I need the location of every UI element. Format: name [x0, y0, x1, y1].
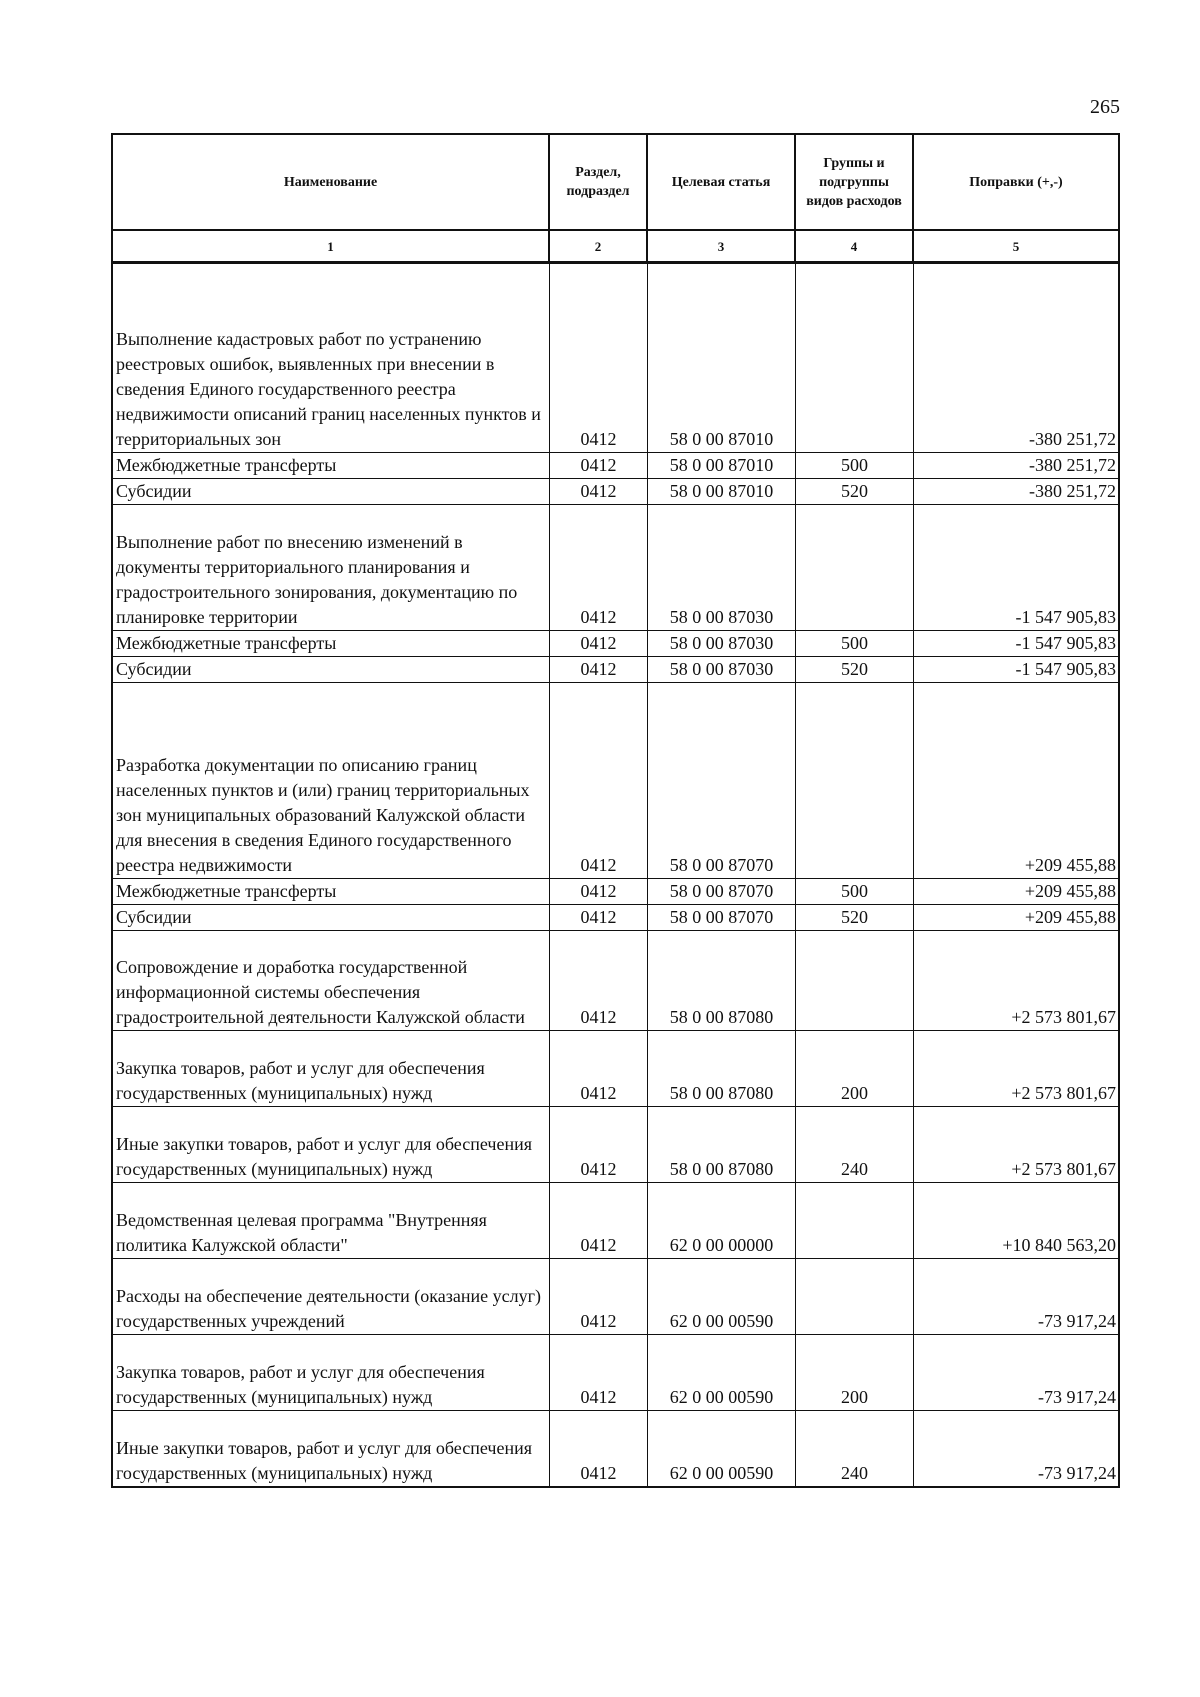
- row-name: Межбюджетные трансферты: [112, 631, 549, 657]
- row-name: Закупка товаров, работ и услуг для обеспечения государственных (муниципальных) нужд: [112, 1335, 549, 1411]
- row-amendment-amount: +209 455,88: [913, 879, 1119, 905]
- table-row: [112, 453, 1119, 479]
- row-amendment-amount: +209 455,88: [913, 905, 1119, 931]
- row-name: Межбюджетные трансферты: [112, 879, 549, 905]
- row-amendment-amount: -73 917,24: [913, 1259, 1119, 1335]
- row-amendment-amount: -1 547 905,83: [913, 657, 1119, 683]
- row-section-code: 0412: [549, 453, 647, 479]
- row-expense-group: 500: [795, 631, 913, 657]
- row-section-code: 0412: [549, 505, 647, 631]
- row-name: Ведомственная целевая программа "Внутренняя политика Калужской области": [112, 1183, 549, 1259]
- row-section-code: 0412: [549, 263, 647, 453]
- table-header: [112, 134, 1119, 263]
- row-expense-group: 520: [795, 657, 913, 683]
- row-name: Разработка документации по описанию границ населенных пунктов и (или) границ территориальных зон муниципальных образований Калужской области для внесения в сведения Единого государственного реестра недвижимости: [112, 683, 549, 879]
- table-body: [112, 263, 1119, 1487]
- row-target-article: 58 0 00 87010: [647, 453, 795, 479]
- row-section-code: 0412: [549, 905, 647, 931]
- row-amendment-amount: -380 251,72: [913, 453, 1119, 479]
- table-row: [112, 479, 1119, 505]
- row-target-article: 58 0 00 87030: [647, 657, 795, 683]
- row-section-code: 0412: [549, 1335, 647, 1411]
- row-target-article: 62 0 00 00000: [647, 1183, 795, 1259]
- row-amendment-amount: +2 573 801,67: [913, 1031, 1119, 1107]
- row-target-article: 58 0 00 87080: [647, 1107, 795, 1183]
- row-target-article: 62 0 00 00590: [647, 1259, 795, 1335]
- row-amendment-amount: -73 917,24: [913, 1411, 1119, 1487]
- row-section-code: 0412: [549, 1031, 647, 1107]
- table-row: [112, 905, 1119, 931]
- row-target-article: 62 0 00 00590: [647, 1335, 795, 1411]
- row-expense-group: [795, 263, 913, 453]
- row-target-article: 58 0 00 87070: [647, 879, 795, 905]
- row-section-code: 0412: [549, 879, 647, 905]
- row-expense-group: 500: [795, 879, 913, 905]
- row-name: Закупка товаров, работ и услуг для обеспечения государственных (муниципальных) нужд: [112, 1031, 549, 1107]
- row-expense-group: [795, 1183, 913, 1259]
- row-name: Сопровождение и доработка государственной информационной системы обеспечения градостроительной деятельности Калужской области: [112, 931, 549, 1031]
- row-expense-group: [795, 931, 913, 1031]
- row-expense-group: 500: [795, 453, 913, 479]
- column-number: 2: [549, 230, 647, 263]
- row-section-code: 0412: [549, 1411, 647, 1487]
- column-number: 4: [795, 230, 913, 263]
- row-name: Субсидии: [112, 657, 549, 683]
- row-target-article: 62 0 00 00590: [647, 1411, 795, 1487]
- table-row: [112, 1183, 1119, 1259]
- row-expense-group: [795, 505, 913, 631]
- row-target-article: 58 0 00 87030: [647, 505, 795, 631]
- table-row: [112, 931, 1119, 1031]
- row-expense-group: [795, 1259, 913, 1335]
- table-row: [112, 657, 1119, 683]
- row-name: Иные закупки товаров, работ и услуг для обеспечения государственных (муниципальных) нужд: [112, 1107, 549, 1183]
- table-row: [112, 1259, 1119, 1335]
- row-expense-group: 240: [795, 1411, 913, 1487]
- row-section-code: 0412: [549, 1107, 647, 1183]
- row-name: Выполнение кадастровых работ по устранению реестровых ошибок, выявленных при внесении в сведения Единого государственного реестра недвижимости описаний границ населенных пунктов и территориальных зон: [112, 263, 549, 453]
- row-target-article: 58 0 00 87080: [647, 931, 795, 1031]
- row-section-code: 0412: [549, 631, 647, 657]
- row-expense-group: 200: [795, 1335, 913, 1411]
- row-amendment-amount: +2 573 801,67: [913, 1107, 1119, 1183]
- table-row: [112, 1031, 1119, 1107]
- row-amendment-amount: +209 455,88: [913, 683, 1119, 879]
- row-section-code: 0412: [549, 931, 647, 1031]
- row-target-article: 58 0 00 87010: [647, 263, 795, 453]
- row-section-code: 0412: [549, 1183, 647, 1259]
- row-target-article: 58 0 00 87070: [647, 905, 795, 931]
- row-name: Расходы на обеспечение деятельности (оказание услуг) государственных учреждений: [112, 1259, 549, 1335]
- table-row: [112, 1411, 1119, 1487]
- row-amendment-amount: +10 840 563,20: [913, 1183, 1119, 1259]
- row-expense-group: 200: [795, 1031, 913, 1107]
- row-name: Выполнение работ по внесению изменений в документы территориального планирования и градостроительного зонирования, документацию по планировке территории: [112, 505, 549, 631]
- header-name: Наименование: [112, 134, 549, 230]
- table-row: [112, 505, 1119, 631]
- row-expense-group: 520: [795, 479, 913, 505]
- row-section-code: 0412: [549, 479, 647, 505]
- column-number: 5: [913, 230, 1119, 263]
- budget-amendments-table: [111, 133, 1120, 1488]
- row-name: Субсидии: [112, 905, 549, 931]
- table-row: [112, 1335, 1119, 1411]
- header-section: Раздел, подраздел: [549, 134, 647, 230]
- row-amendment-amount: -380 251,72: [913, 479, 1119, 505]
- table-row: [112, 1107, 1119, 1183]
- row-amendment-amount: -1 547 905,83: [913, 631, 1119, 657]
- row-name: Межбюджетные трансферты: [112, 453, 549, 479]
- column-number: 3: [647, 230, 795, 263]
- row-name: Субсидии: [112, 479, 549, 505]
- row-expense-group: 240: [795, 1107, 913, 1183]
- row-target-article: 58 0 00 87080: [647, 1031, 795, 1107]
- header-expense-groups: Группы и подгруппы видов расходов: [795, 134, 913, 230]
- row-expense-group: [795, 683, 913, 879]
- row-target-article: 58 0 00 87070: [647, 683, 795, 879]
- row-amendment-amount: +2 573 801,67: [913, 931, 1119, 1031]
- table-row: [112, 631, 1119, 657]
- row-name: Иные закупки товаров, работ и услуг для обеспечения государственных (муниципальных) нужд: [112, 1411, 549, 1487]
- page-number: 265: [1090, 96, 1120, 118]
- header-target-article: Целевая статья: [647, 134, 795, 230]
- row-expense-group: 520: [795, 905, 913, 931]
- row-amendment-amount: -1 547 905,83: [913, 505, 1119, 631]
- row-section-code: 0412: [549, 1259, 647, 1335]
- table-row: [112, 683, 1119, 879]
- row-section-code: 0412: [549, 683, 647, 879]
- header-row: [112, 134, 1119, 230]
- row-target-article: 58 0 00 87010: [647, 479, 795, 505]
- table-row: [112, 263, 1119, 453]
- table-row: [112, 879, 1119, 905]
- row-amendment-amount: -380 251,72: [913, 263, 1119, 453]
- row-target-article: 58 0 00 87030: [647, 631, 795, 657]
- row-section-code: 0412: [549, 657, 647, 683]
- row-amendment-amount: -73 917,24: [913, 1335, 1119, 1411]
- column-number: 1: [112, 230, 549, 263]
- column-number-row: [112, 230, 1119, 263]
- header-amendments: Поправки (+,-): [913, 134, 1119, 230]
